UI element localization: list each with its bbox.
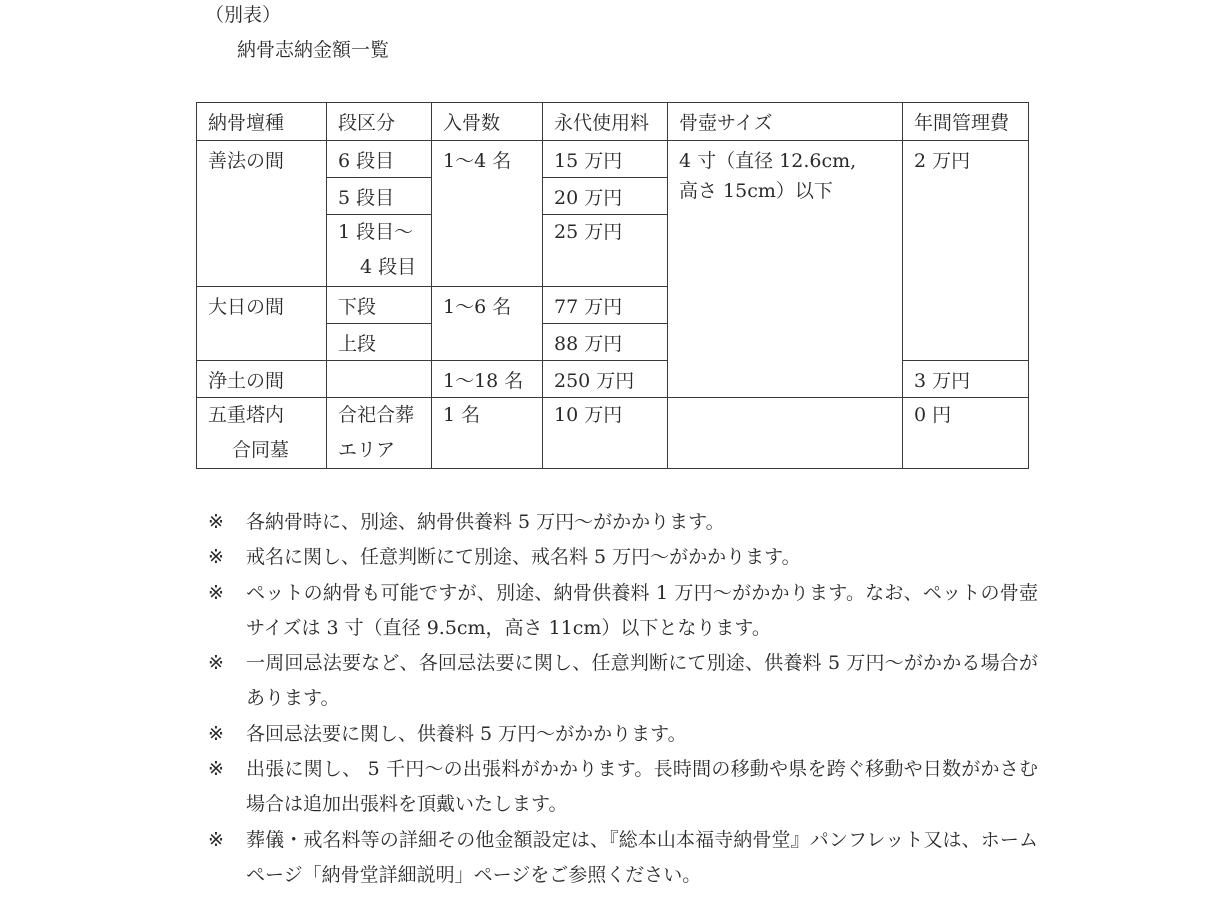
tier-line-1: 合祀合葬 [338,404,415,426]
urn-size-cell [668,141,903,398]
annex-label: （別表） [205,4,282,26]
note-mark: ※ [208,511,224,533]
niche-name-zenpo: 善法の間 [197,141,327,287]
tier-cell: 6 段目 [327,141,432,178]
annual-fee-cell-gojuto: 0 円 [903,398,1029,469]
annual-fee-cell-jodo: 3 万円 [903,361,1029,398]
note-text: 各納骨時に、別途、納骨供養料 5 万円〜がかかります。 [246,511,725,533]
column-header-perpetual-fee: 永代使用料 [543,103,668,141]
table-row [197,141,1029,178]
capacity-cell-dainichi: 1〜6 名 [432,287,543,361]
note-item [208,576,1038,647]
column-header-niche-type: 納骨壇種 [197,103,327,141]
column-header-capacity: 入骨数 [432,103,543,141]
note-mark: ※ [208,722,224,745]
notes-list [208,505,1038,893]
note-item [208,752,1038,823]
note-text: 各回忌法要に関し、供養料 5 万円〜がかかります。 [246,722,687,745]
urn-size-cell-gojuto [668,398,903,469]
document-title: 納骨志納金額一覧 [237,39,390,61]
niche-name-line-2: 合同墓 [232,439,290,461]
fee-cell: 88 万円 [543,324,668,361]
note-mark: ※ [208,581,224,604]
column-header-urn-size: 骨壺サイズ [668,103,903,141]
note-item [208,540,1038,575]
note-mark: ※ [208,758,224,781]
tier-cell: 5 段目 [327,178,432,215]
fee-table [196,102,1029,469]
niche-name-gojuto [197,398,327,469]
tier-cell: 上段 [327,324,432,361]
note-item [208,717,1038,752]
fee-cell: 10 万円 [543,398,668,469]
niche-name-line-1: 五重塔内 [208,404,285,426]
note-text: 戒名に関し、任意判断にて別途、戒名料 5 万円〜がかかります。 [246,546,801,569]
tier-cell [327,361,432,398]
note-text: 葬儀・戒名料等の詳細その他金額設定は、『総本山本福寺納骨堂』パンフレット又は、ホームページ「納骨堂詳細説明」ページをご参照ください。 [246,828,1038,886]
tier-cell [327,398,432,469]
table-header-row [197,103,1029,141]
note-item [208,823,1038,894]
capacity-cell-gojuto: 1 名 [432,398,543,469]
table-row [197,361,1029,398]
column-header-annual-fee: 年間管理費 [903,103,1029,141]
capacity-cell-zenpo: 1〜4 名 [432,141,543,287]
tier-cell [327,215,432,287]
note-item [208,505,1038,540]
column-header-tier: 段区分 [327,103,432,141]
niche-name-jodo: 浄土の間 [197,361,327,398]
note-text: 一周回忌法要など、各回忌法要に関し、任意判断にて別途、供養料 5 万円〜がかかる場合があります。 [246,652,1038,710]
note-text: 出張に関し、 5 千円〜の出張料がかかります。長時間の移動や県を跨ぐ移動や日数がかさむ場合は追加出張料を頂戴いたします。 [246,758,1038,816]
niche-name-dainichi: 大日の間 [197,287,327,361]
note-mark: ※ [208,546,224,569]
tier-line-1: 1 段目〜 [338,221,414,243]
fee-cell: 25 万円 [543,215,668,287]
note-mark: ※ [208,828,224,851]
note-text: ペットの納骨も可能ですが、別途、納骨供養料 1 万円〜がかかります。なお、ペットの骨壺サイズは 3 寸（直径 9.5cm，高さ 11cm）以下となります。 [246,581,1038,639]
urn-size-line-1: 4 寸（直径 12.6cm, [679,150,857,172]
urn-size-line-2: 高さ 15cm）以下 [679,180,833,202]
annual-fee-cell-shared: 2 万円 [903,141,1029,361]
fee-cell: 77 万円 [543,287,668,324]
fee-cell: 20 万円 [543,178,668,215]
table-row [197,398,1029,469]
note-item [208,646,1038,717]
tier-line-2: 4 段目 [360,256,417,278]
capacity-cell-jodo: 1〜18 名 [432,361,543,398]
fee-cell: 15 万円 [543,141,668,178]
tier-line-2: エリア [338,439,396,461]
tier-cell: 下段 [327,287,432,324]
fee-cell: 250 万円 [543,361,668,398]
note-mark: ※ [208,652,224,675]
